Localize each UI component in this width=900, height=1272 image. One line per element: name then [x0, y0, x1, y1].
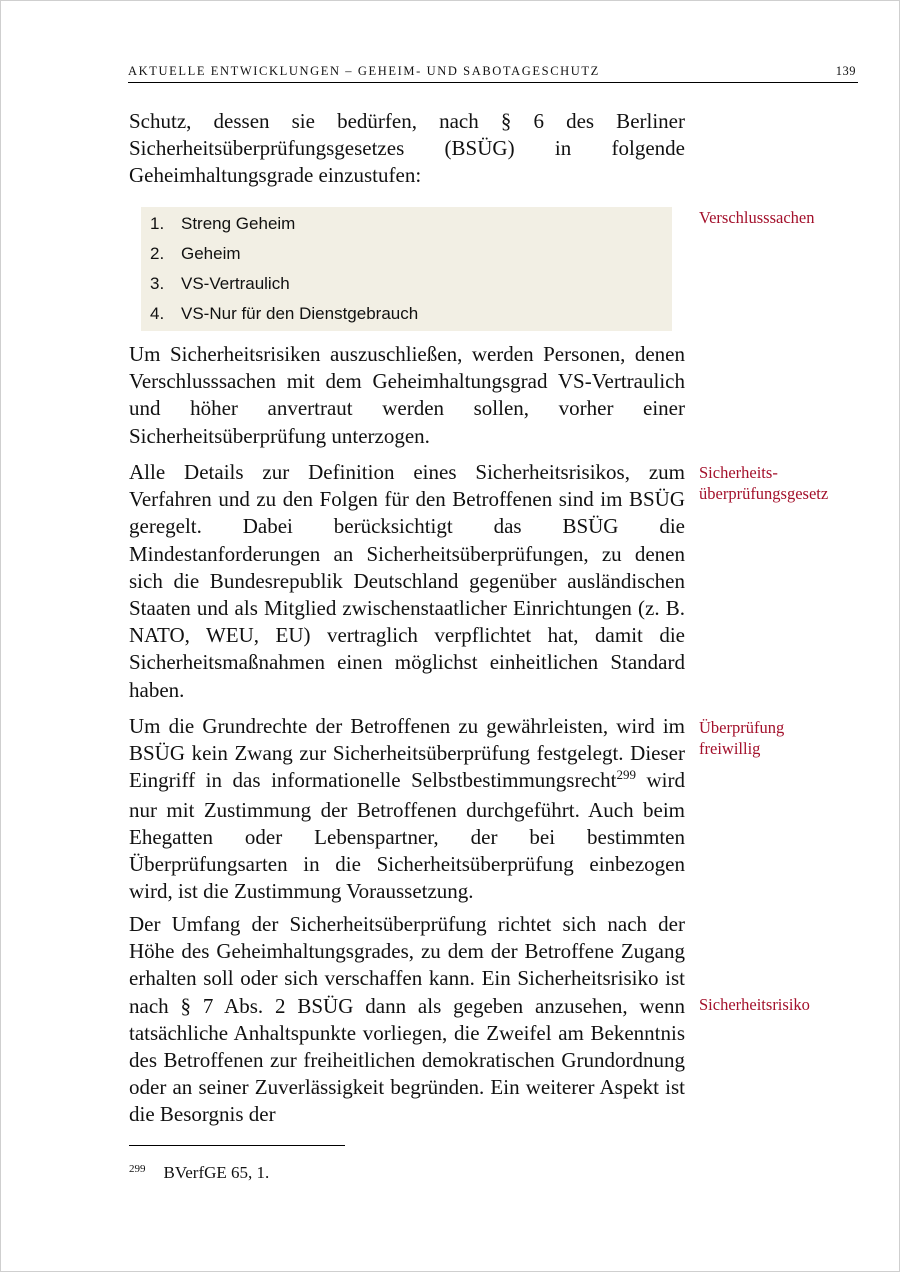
- paragraph-3: Um die Grundrechte der Betroffenen zu gewährleisten, wird im BSÜG kein Zwang zur Sicherheitsüberprüfung festgelegt. Dieser Eingriff in das informationelle Selbstbestimmungsrecht$^{299}$ wird nur mit Zustimmung der Betroffenen durchgeführt. Auch beim Ehegatten oder Lebenspartner, der bei bestimmten Überprüfungsarten in die Sicherheitsüberprüfung einbezogen wird, ist die Zustimmung Voraussetzung.: [129, 714, 685, 904]
- page-number: 139: [835, 64, 856, 78]
- paragraph-4: Der Umfang der Sicherheitsüberprüfung richtet sich nach der Höhe des Geheimhaltungsgrades, zu dem der Betroffene Zugang erhalten soll oder sich verschaffen kann. Ein Sicherheitsrisiko ist nach § 7 Abs. 2 BSÜG dann als gegeben anzusehen, wenn tatsächliche Anhaltspunkte vorliegen, die Zweifel am Bekenntnis des Betroffenen zur freiheitlichen demokratischen Grundordnung oder an seiner Zuverlässigkeit begründen. Ein weiterer Aspekt ist die Besorgnis der: [129, 912, 685, 1127]
- running-header: [128, 64, 858, 83]
- margin-note-ueberpruefung-freiwillig: Überprüfung freiwillig: [699, 718, 785, 758]
- paragraph-2: Alle Details zur Definition eines Sicherheitsrisikos, zum Verfahren und zu den Folgen für den Betroffenen sind im BSÜG geregelt. Dabei berücksichtigt das BSÜG die Mindestanforderungen an Sicherheitsüberprüfungen, zu denen sich die Bundesrepublik Deutschland gegenüber ausländischen Staaten und als Mitglied zwischenstaatlicher Einrichtungen (z. B. NATO, WEU, EU) vertraglich verpflichtet hat, damit die Sicherheitsmaßnahmen einen möglichst einheitlichen Standard haben.: [129, 460, 685, 702]
- footnote-reference[interactable]: 299: [616, 767, 636, 783]
- list-item: 3. VS-Vertraulich: [150, 274, 290, 293]
- margin-note-sicherheitsrisiko: Sicherheitsrisiko: [699, 995, 810, 1014]
- footnote-text: BVerfGE 65, 1.: [163, 1163, 270, 1182]
- classification-list-box: [141, 207, 672, 331]
- running-header-title: AKTUELLE ENTWICKLUNGEN – GEHEIM- UND SABOTAGESCHUTZ: [128, 64, 600, 78]
- footnote-number: 299: [129, 1163, 146, 1175]
- list-item: 4. VS-Nur für den Dienstgebrauch: [150, 304, 419, 323]
- footnote: [129, 1163, 269, 1183]
- margin-note-verschlusssachen: Verschlusssachen: [699, 208, 815, 227]
- intro-text: Schutz, dessen sie bedürfen, nach § 6 des Berliner Sicherheitsüberprüfungsgesetzes (BSÜG) in folgende Geheimhaltungsgrade einzustufen:: [129, 109, 685, 188]
- intro-paragraph: [129, 108, 685, 190]
- paragraph-1: Um Sicherheitsrisiken auszuschließen, werden Personen, denen Verschlusssachen mit dem Geheimhaltungsgrad VS-Vertraulich und höher anvertraut werden sollen, vorher einer Sicherheitsüberprüfung unterzogen.: [129, 342, 685, 448]
- margin-note-sicherheitsueberpruefungsgesetz: Sicherheits- überprüfungsgesetz: [699, 463, 829, 503]
- list-item: 2. Geheim: [150, 244, 241, 263]
- footnote-separator: [129, 1145, 345, 1146]
- list-item: 1. Streng Geheim: [150, 214, 296, 233]
